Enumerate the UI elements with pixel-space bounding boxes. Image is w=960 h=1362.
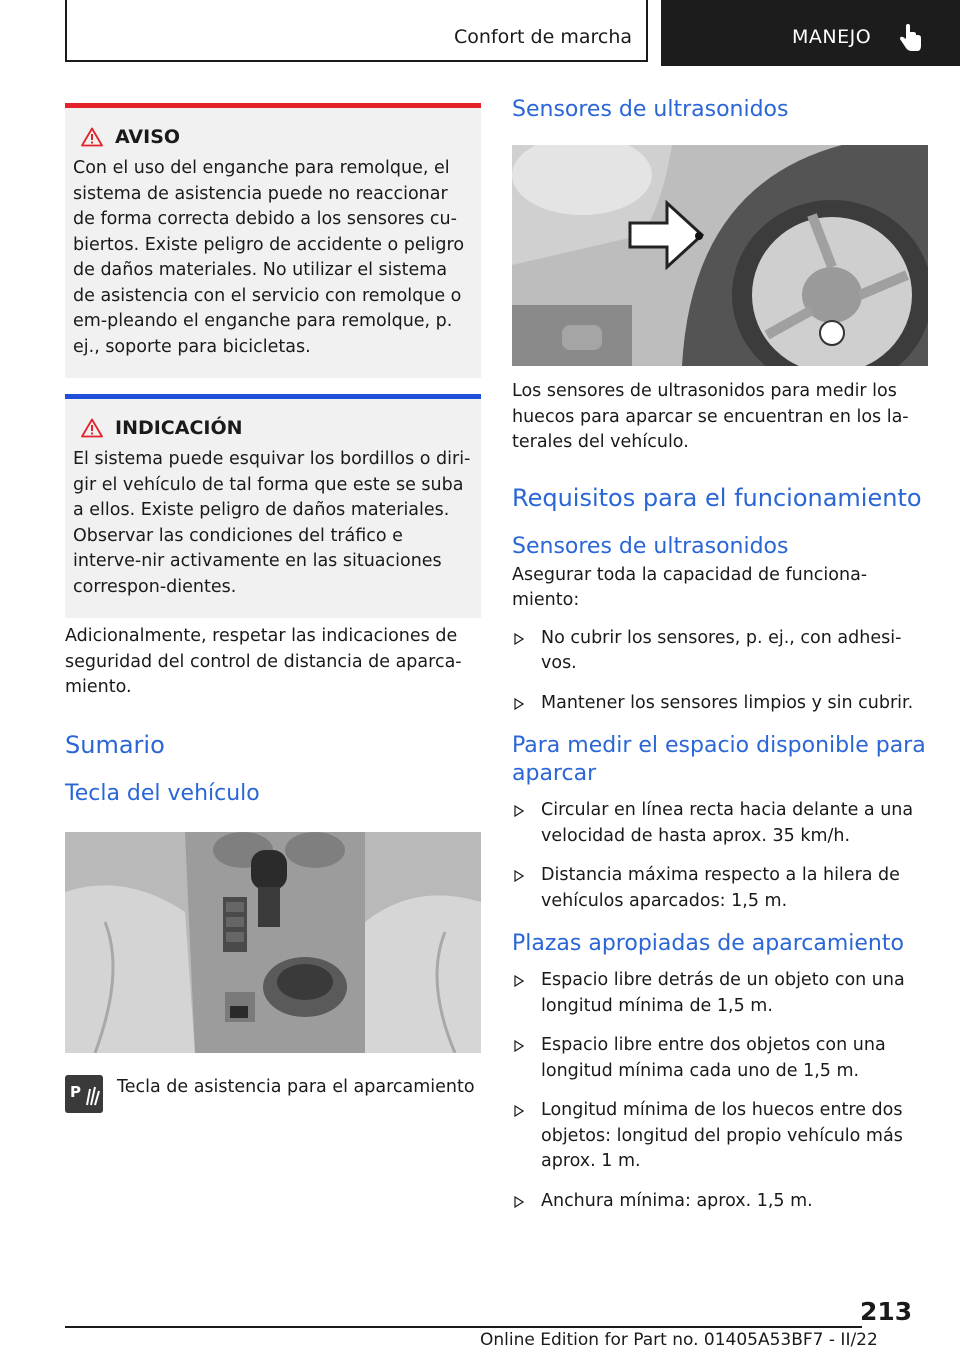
heading-tecla-vehiculo: Tecla del vehículo bbox=[65, 780, 260, 806]
heading-requisitos: Requisitos para el funcionamiento bbox=[512, 483, 922, 512]
right-column bbox=[512, 96, 928, 1228]
triangle-bullet-icon bbox=[514, 870, 524, 882]
aviso-title: AVISO bbox=[115, 126, 181, 148]
warning-title-row bbox=[81, 126, 473, 148]
steering-hand-icon bbox=[897, 24, 923, 52]
warning-triangle-icon bbox=[81, 127, 103, 147]
sensores-location-text: Los sensores de ultrasonidos para medir los huecos para aparcar se encuentran en los la-terales del vehículo. bbox=[512, 381, 909, 452]
header-section-title: Confort de marcha bbox=[453, 26, 632, 48]
list-item-text: Distancia máxima respecto a la hilera de vehículos aparcados: 1,5 m. bbox=[541, 865, 900, 911]
heading-medir-espacio: Para medir el espacio disponible para aparcar bbox=[512, 733, 926, 786]
asegurar-text: Asegurar toda la capacidad de funciona-miento: bbox=[512, 564, 868, 610]
notice-box-indicacion bbox=[65, 394, 481, 618]
additional-safety-paragraph: Adicionalmente, respetar las indicaciones de seguridad del control de distancia de aparca-miento. bbox=[65, 626, 462, 697]
footer-edition: Online Edition for Part no. 01405A53BF7 - II/22 bbox=[480, 1330, 878, 1350]
triangle-bullet-icon bbox=[514, 975, 524, 987]
svg-text:P: P bbox=[70, 1082, 81, 1101]
triangle-bullet-icon bbox=[514, 633, 524, 645]
list-item-text: Longitud mínima de los huecos entre dos objetos: longitud del propio vehículo más aprox. 1 m. bbox=[541, 1100, 903, 1171]
medir-list bbox=[512, 798, 928, 914]
triangle-bullet-icon bbox=[514, 1040, 524, 1052]
list-item-text: No cubrir los sensores, p. ej., con adhesi-vos. bbox=[541, 627, 902, 673]
aviso-text: Con el uso del enganche para remolque, el sistema de asistencia puede no reaccionar de forma correcta debido a los sensores cu-biertos. Existe peligro de accidente o peligro de daños materiales. No utilizar el sistema de asistencia con el servicio con remolque o em-pleando el enganche para remolque, p. ej., soporte para bicicletas. bbox=[73, 158, 465, 357]
indicacion-title: INDICACIÓN bbox=[115, 417, 243, 439]
parking-assist-button-label: Tecla de asistencia para el aparcamiento bbox=[117, 1076, 475, 1097]
indicacion-text: El sistema puede esquivar los bordillos o diri-gir el vehículo de tal forma que este se suba a ellos. Existe peligro de daños materiales. Observar las condiciones del tráfico e interve-nir activamente en las situaciones correspon-dientes. bbox=[73, 449, 471, 597]
sensores-requirements-list bbox=[512, 626, 928, 717]
list-item bbox=[512, 1189, 928, 1215]
list-item bbox=[512, 1098, 928, 1175]
list-item bbox=[512, 798, 928, 849]
list-item bbox=[512, 626, 928, 677]
center-console-photo bbox=[65, 832, 481, 1053]
notice-title-row bbox=[81, 417, 473, 439]
triangle-bullet-icon bbox=[514, 1105, 524, 1117]
heading-sensores-ultrasonidos: Sensores de ultrasonidos bbox=[512, 97, 789, 122]
list-item bbox=[512, 1033, 928, 1084]
heading-sensores-ultrasonidos-2: Sensores de ultrasonidos bbox=[512, 533, 789, 559]
footer-divider bbox=[65, 1326, 862, 1328]
parking-assist-button-icon bbox=[65, 1075, 103, 1113]
list-item-text: Mantener los sensores limpios y sin cubrir. bbox=[541, 692, 914, 713]
list-item bbox=[512, 691, 928, 717]
page-number: 213 bbox=[860, 1297, 913, 1326]
list-item-text: Anchura mínima: aprox. 1,5 m. bbox=[541, 1190, 813, 1211]
header-chapter-title: MANEJO bbox=[792, 26, 872, 48]
parking-assist-button-row bbox=[65, 1075, 481, 1113]
list-item-text: Espacio libre entre dos objetos con una longitud mínima cada uno de 1,5 m. bbox=[541, 1035, 886, 1081]
list-item-text: Circular en línea recta hacia delante a una velocidad de hasta aprox. 35 km/h. bbox=[541, 800, 914, 846]
warning-box-aviso bbox=[65, 103, 481, 378]
heading-plazas-apropiadas: Plazas apropiadas de aparcamiento bbox=[512, 931, 904, 956]
list-item bbox=[512, 863, 928, 914]
triangle-bullet-icon bbox=[514, 1196, 524, 1208]
plazas-list bbox=[512, 968, 928, 1214]
header-section-box bbox=[65, 0, 648, 62]
warning-triangle-icon bbox=[81, 418, 103, 438]
triangle-bullet-icon bbox=[514, 698, 524, 710]
triangle-bullet-icon bbox=[514, 805, 524, 817]
ultrasonic-sensor-photo bbox=[512, 145, 928, 366]
list-item-text: Espacio libre detrás de un objeto con una longitud mínima de 1,5 m. bbox=[541, 970, 905, 1016]
heading-sumario: Sumario bbox=[65, 730, 165, 759]
list-item bbox=[512, 968, 928, 1019]
left-column bbox=[65, 103, 481, 1113]
header-chapter-tab bbox=[661, 0, 960, 66]
